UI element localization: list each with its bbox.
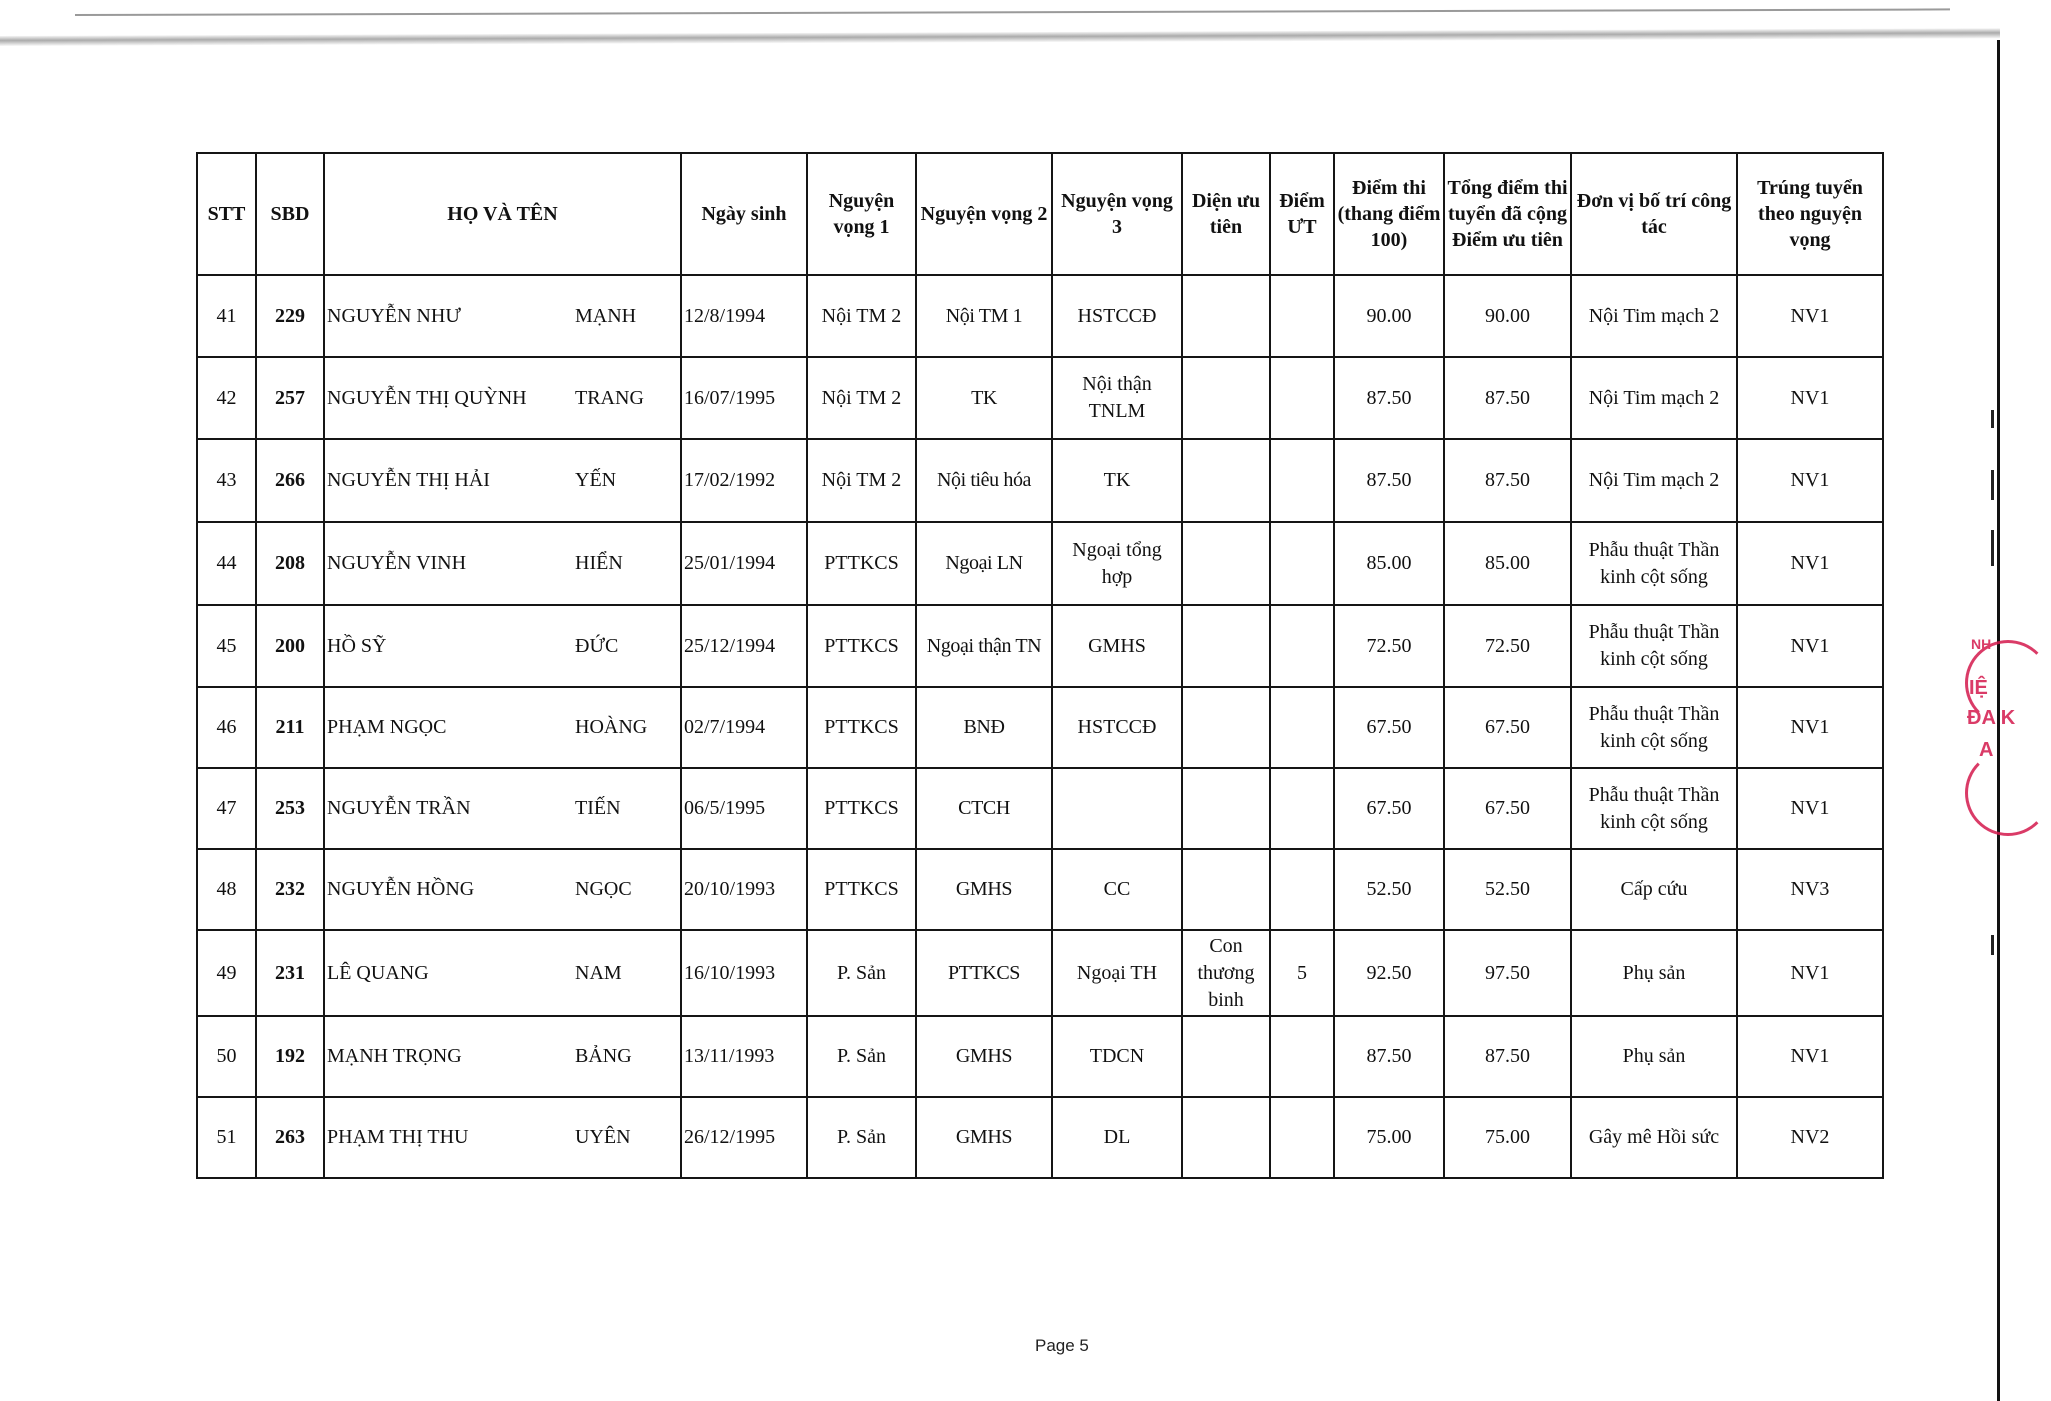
first-name: MẠNH [575, 304, 637, 327]
name-cell [324, 522, 681, 605]
priority-type-cell [1182, 1097, 1270, 1178]
total-score-cell: 52.50 [1444, 849, 1571, 930]
header-row [197, 153, 1883, 275]
nv3-cell: Nội thận TNLM [1052, 357, 1182, 439]
nv2-cell: TK [916, 357, 1052, 439]
priority-type-cell: Con thương binh [1182, 930, 1270, 1016]
priority-type-cell [1182, 275, 1270, 357]
header-total-score: Tổng điểm thi tuyển đã cộng Điểm ưu tiên [1444, 153, 1571, 275]
first-name: YẾN [575, 469, 617, 491]
dob-cell: 02/7/1994 [681, 687, 807, 768]
assigned-unit-cell: Nội Tim mạch 2 [1571, 275, 1737, 357]
page-edge-mark [1991, 410, 1994, 428]
page-edge-mark [1991, 530, 1994, 566]
full-name [327, 303, 678, 330]
last-middle-name: NGUYỄN VINH [327, 552, 467, 574]
admitted-choice-cell: NV1 [1737, 357, 1883, 439]
nv2-cell: GMHS [916, 849, 1052, 930]
header-sbd: SBD [256, 153, 324, 275]
stt-cell: 45 [197, 605, 256, 687]
nv1-cell: PTTKCS [807, 605, 916, 687]
priority-points-cell [1270, 522, 1334, 605]
nv1-cell: P. Sản [807, 1097, 916, 1178]
priority-points-cell: 5 [1270, 930, 1334, 1016]
stamp-ring-bottom [1965, 750, 2051, 836]
header-nv3: Nguyện vọng 3 [1052, 153, 1182, 275]
total-score-cell: 67.50 [1444, 768, 1571, 849]
table-row [197, 439, 1883, 522]
first-name: UYÊN [575, 1126, 631, 1148]
name-cell [324, 605, 681, 687]
sbd-cell: 266 [256, 439, 324, 522]
header-priority-points: Điểm ƯT [1270, 153, 1334, 275]
nv2-cell: Nội tiêu hóa [916, 439, 1052, 522]
last-middle-name: NGUYỄN NHƯ [327, 304, 461, 327]
stt-cell: 42 [197, 357, 256, 439]
name-cell [324, 439, 681, 522]
scan-artifact-band [0, 28, 2000, 46]
exam-score-cell: 87.50 [1334, 357, 1444, 439]
full-name [327, 1043, 678, 1070]
admitted-choice-cell: NV1 [1737, 522, 1883, 605]
table-row [197, 1097, 1883, 1178]
priority-points-cell [1270, 1016, 1334, 1097]
exam-score-cell: 75.00 [1334, 1097, 1444, 1178]
priority-points-cell [1270, 1097, 1334, 1178]
header-stt: STT [197, 153, 256, 275]
priority-type-cell [1182, 849, 1270, 930]
priority-type-cell [1182, 1016, 1270, 1097]
admitted-choice-cell: NV1 [1737, 930, 1883, 1016]
nv2-cell: Ngoại LN [916, 522, 1052, 605]
assigned-unit-cell: Cấp cứu [1571, 849, 1737, 930]
table-row [197, 275, 1883, 357]
priority-type-cell [1182, 768, 1270, 849]
table-row [197, 522, 1883, 605]
last-middle-name: LÊ QUANG [327, 961, 429, 984]
last-middle-name: HỒ SỸ [327, 634, 387, 657]
exam-score-cell: 67.50 [1334, 768, 1444, 849]
stt-cell: 43 [197, 439, 256, 522]
stt-cell: 50 [197, 1016, 256, 1097]
sbd-cell: 200 [256, 605, 324, 687]
dob-cell: 26/12/1995 [681, 1097, 807, 1178]
stamp-text: ĐA K [1967, 707, 2016, 729]
nv2-cell: PTTKCS [916, 930, 1052, 1016]
admitted-choice-cell: NV3 [1737, 849, 1883, 930]
sbd-cell: 263 [256, 1097, 324, 1178]
total-score-cell: 75.00 [1444, 1097, 1571, 1178]
priority-points-cell [1270, 357, 1334, 439]
dob-cell: 20/10/1993 [681, 849, 807, 930]
sbd-cell: 257 [256, 357, 324, 439]
dob-cell: 17/02/1992 [681, 439, 807, 522]
table-row [197, 849, 1883, 930]
total-score-cell: 72.50 [1444, 605, 1571, 687]
nv3-cell: TK [1052, 439, 1182, 522]
header-priority-type: Diện ưu tiên [1182, 153, 1270, 275]
first-name: ĐỨC [575, 634, 619, 657]
table-row [197, 930, 1883, 1016]
admitted-choice-cell: NV1 [1737, 687, 1883, 768]
total-score-cell: 90.00 [1444, 275, 1571, 357]
admitted-choice-cell: NV1 [1737, 275, 1883, 357]
admitted-choice-cell: NV1 [1737, 605, 1883, 687]
header-name: HỌ VÀ TÊN [324, 153, 681, 275]
admitted-choice-cell: NV2 [1737, 1097, 1883, 1178]
nv1-cell: P. Sản [807, 930, 916, 1016]
nv1-cell: PTTKCS [807, 687, 916, 768]
assigned-unit-cell: Nội Tim mạch 2 [1571, 439, 1737, 522]
scan-artifact-line [75, 8, 1950, 16]
assigned-unit-cell: Phụ sản [1571, 930, 1737, 1016]
name-cell [324, 768, 681, 849]
name-cell [324, 1016, 681, 1097]
priority-points-cell [1270, 849, 1334, 930]
nv1-cell: Nội TM 2 [807, 275, 916, 357]
priority-points-cell [1270, 275, 1334, 357]
assigned-unit-cell: Phẫu thuật Thần kinh cột sống [1571, 687, 1737, 768]
name-cell [324, 687, 681, 768]
nv3-cell: CC [1052, 849, 1182, 930]
nv1-cell: PTTKCS [807, 768, 916, 849]
nv2-cell: GMHS [916, 1016, 1052, 1097]
admitted-choice-cell: NV1 [1737, 768, 1883, 849]
stt-cell: 44 [197, 522, 256, 605]
assigned-unit-cell: Phụ sản [1571, 1016, 1737, 1097]
total-score-cell: 85.00 [1444, 522, 1571, 605]
results-table [196, 152, 1884, 1179]
assigned-unit-cell: Nội Tim mạch 2 [1571, 357, 1737, 439]
name-cell [324, 357, 681, 439]
full-name [327, 714, 678, 741]
nv3-cell [1052, 768, 1182, 849]
total-score-cell: 97.50 [1444, 930, 1571, 1016]
stt-cell: 47 [197, 768, 256, 849]
header-dob: Ngày sinh [681, 153, 807, 275]
stamp-text: IỆ [1969, 677, 1988, 699]
page-edge-mark [1991, 470, 1994, 500]
header-nv1: Nguyện vọng 1 [807, 153, 916, 275]
sbd-cell: 232 [256, 849, 324, 930]
admitted-choice-cell: NV1 [1737, 439, 1883, 522]
dob-cell: 25/01/1994 [681, 522, 807, 605]
name-cell [324, 849, 681, 930]
header-assigned-unit: Đơn vị bố trí công tác [1571, 153, 1737, 275]
assigned-unit-cell: Phẫu thuật Thần kinh cột sống [1571, 522, 1737, 605]
sbd-cell: 192 [256, 1016, 324, 1097]
stt-cell: 41 [197, 275, 256, 357]
table-row [197, 1016, 1883, 1097]
full-name [327, 550, 678, 577]
exam-score-cell: 90.00 [1334, 275, 1444, 357]
table-row [197, 768, 1883, 849]
exam-score-cell: 92.50 [1334, 930, 1444, 1016]
nv1-cell: Nội TM 2 [807, 439, 916, 522]
header-exam-score: Điểm thi (thang điểm 100) [1334, 153, 1444, 275]
stt-cell: 49 [197, 930, 256, 1016]
exam-score-cell: 85.00 [1334, 522, 1444, 605]
sbd-cell: 208 [256, 522, 324, 605]
priority-points-cell [1270, 768, 1334, 849]
sbd-cell: 211 [256, 687, 324, 768]
header-admitted-choice: Trúng tuyển theo nguyện vọng [1737, 153, 1883, 275]
last-middle-name: MẠNH TRỌNG [327, 1045, 462, 1067]
stt-cell: 51 [197, 1097, 256, 1178]
full-name [327, 633, 678, 660]
table-body [197, 275, 1883, 1178]
table-row [197, 687, 1883, 768]
page-number: Page 5 [1035, 1336, 1089, 1355]
dob-cell: 16/10/1993 [681, 930, 807, 1016]
nv2-cell: GMHS [916, 1097, 1052, 1178]
nv2-cell: Ngoại thận TN [916, 605, 1052, 687]
first-name: NGỌC [575, 878, 632, 900]
nv3-cell: HSTCCĐ [1052, 275, 1182, 357]
dob-cell: 25/12/1994 [681, 605, 807, 687]
total-score-cell: 87.50 [1444, 357, 1571, 439]
name-cell [324, 930, 681, 1016]
page-edge-mark [1991, 935, 1994, 955]
name-cell [324, 1097, 681, 1178]
total-score-cell: 67.50 [1444, 687, 1571, 768]
dob-cell: 06/5/1995 [681, 768, 807, 849]
full-name [327, 795, 678, 822]
nv2-cell: Nội TM 1 [916, 275, 1052, 357]
stt-cell: 46 [197, 687, 256, 768]
full-name [327, 467, 678, 494]
nv3-cell: TDCN [1052, 1016, 1182, 1097]
header-nv2: Nguyện vọng 2 [916, 153, 1052, 275]
exam-score-cell: 67.50 [1334, 687, 1444, 768]
nv2-cell: BNĐ [916, 687, 1052, 768]
dob-cell: 16/07/1995 [681, 357, 807, 439]
red-seal-stamp [1965, 600, 2025, 830]
nv3-cell: Ngoại TH [1052, 930, 1182, 1016]
priority-type-cell [1182, 605, 1270, 687]
stt-cell: 48 [197, 849, 256, 930]
first-name: BẢNG [575, 1045, 632, 1067]
last-middle-name: NGUYỄN HỒNG [327, 878, 475, 900]
table-row [197, 357, 1883, 439]
priority-type-cell [1182, 522, 1270, 605]
assigned-unit-cell: Phẫu thuật Thần kinh cột sống [1571, 768, 1737, 849]
total-score-cell: 87.50 [1444, 1016, 1571, 1097]
sbd-cell: 253 [256, 768, 324, 849]
last-middle-name: PHẠM NGỌC [327, 716, 447, 738]
full-name [327, 1124, 678, 1151]
priority-points-cell [1270, 605, 1334, 687]
dob-cell: 12/8/1994 [681, 275, 807, 357]
priority-points-cell [1270, 439, 1334, 522]
priority-type-cell [1182, 687, 1270, 768]
priority-points-cell [1270, 687, 1334, 768]
full-name [327, 385, 678, 412]
dob-cell: 13/11/1993 [681, 1016, 807, 1097]
first-name: TIẾN [575, 797, 621, 819]
total-score-cell: 87.50 [1444, 439, 1571, 522]
exam-score-cell: 52.50 [1334, 849, 1444, 930]
last-middle-name: NGUYỄN THỊ QUỲNH [327, 386, 527, 409]
first-name: NAM [575, 961, 622, 984]
priority-type-cell [1182, 357, 1270, 439]
first-name: HOÀNG [575, 716, 648, 738]
stamp-text: NH [1971, 636, 1992, 652]
assigned-unit-cell: Gây mê Hồi sức [1571, 1097, 1737, 1178]
nv3-cell: DL [1052, 1097, 1182, 1178]
last-middle-name: NGUYỄN TRẦN [327, 797, 471, 819]
full-name [327, 876, 678, 903]
last-middle-name: NGUYỄN THỊ HẢI [327, 469, 490, 491]
nv1-cell: PTTKCS [807, 849, 916, 930]
nv3-cell: Ngoại tổng hợp [1052, 522, 1182, 605]
nv1-cell: P. Sản [807, 1016, 916, 1097]
sbd-cell: 229 [256, 275, 324, 357]
exam-score-cell: 87.50 [1334, 439, 1444, 522]
name-cell [324, 275, 681, 357]
nv2-cell: CTCH [916, 768, 1052, 849]
nv3-cell: GMHS [1052, 605, 1182, 687]
nv1-cell: PTTKCS [807, 522, 916, 605]
exam-score-cell: 87.50 [1334, 1016, 1444, 1097]
full-name [327, 960, 678, 987]
stamp-text: A [1979, 739, 1994, 761]
first-name: HIỂN [575, 552, 623, 574]
nv1-cell: Nội TM 2 [807, 357, 916, 439]
first-name: TRANG [575, 386, 644, 409]
admitted-choice-cell: NV1 [1737, 1016, 1883, 1097]
table-row [197, 605, 1883, 687]
sbd-cell: 231 [256, 930, 324, 1016]
assigned-unit-cell: Phẫu thuật Thần kinh cột sống [1571, 605, 1737, 687]
exam-score-cell: 72.50 [1334, 605, 1444, 687]
last-middle-name: PHẠM THỊ THU [327, 1126, 469, 1148]
nv3-cell: HSTCCĐ [1052, 687, 1182, 768]
priority-type-cell [1182, 439, 1270, 522]
